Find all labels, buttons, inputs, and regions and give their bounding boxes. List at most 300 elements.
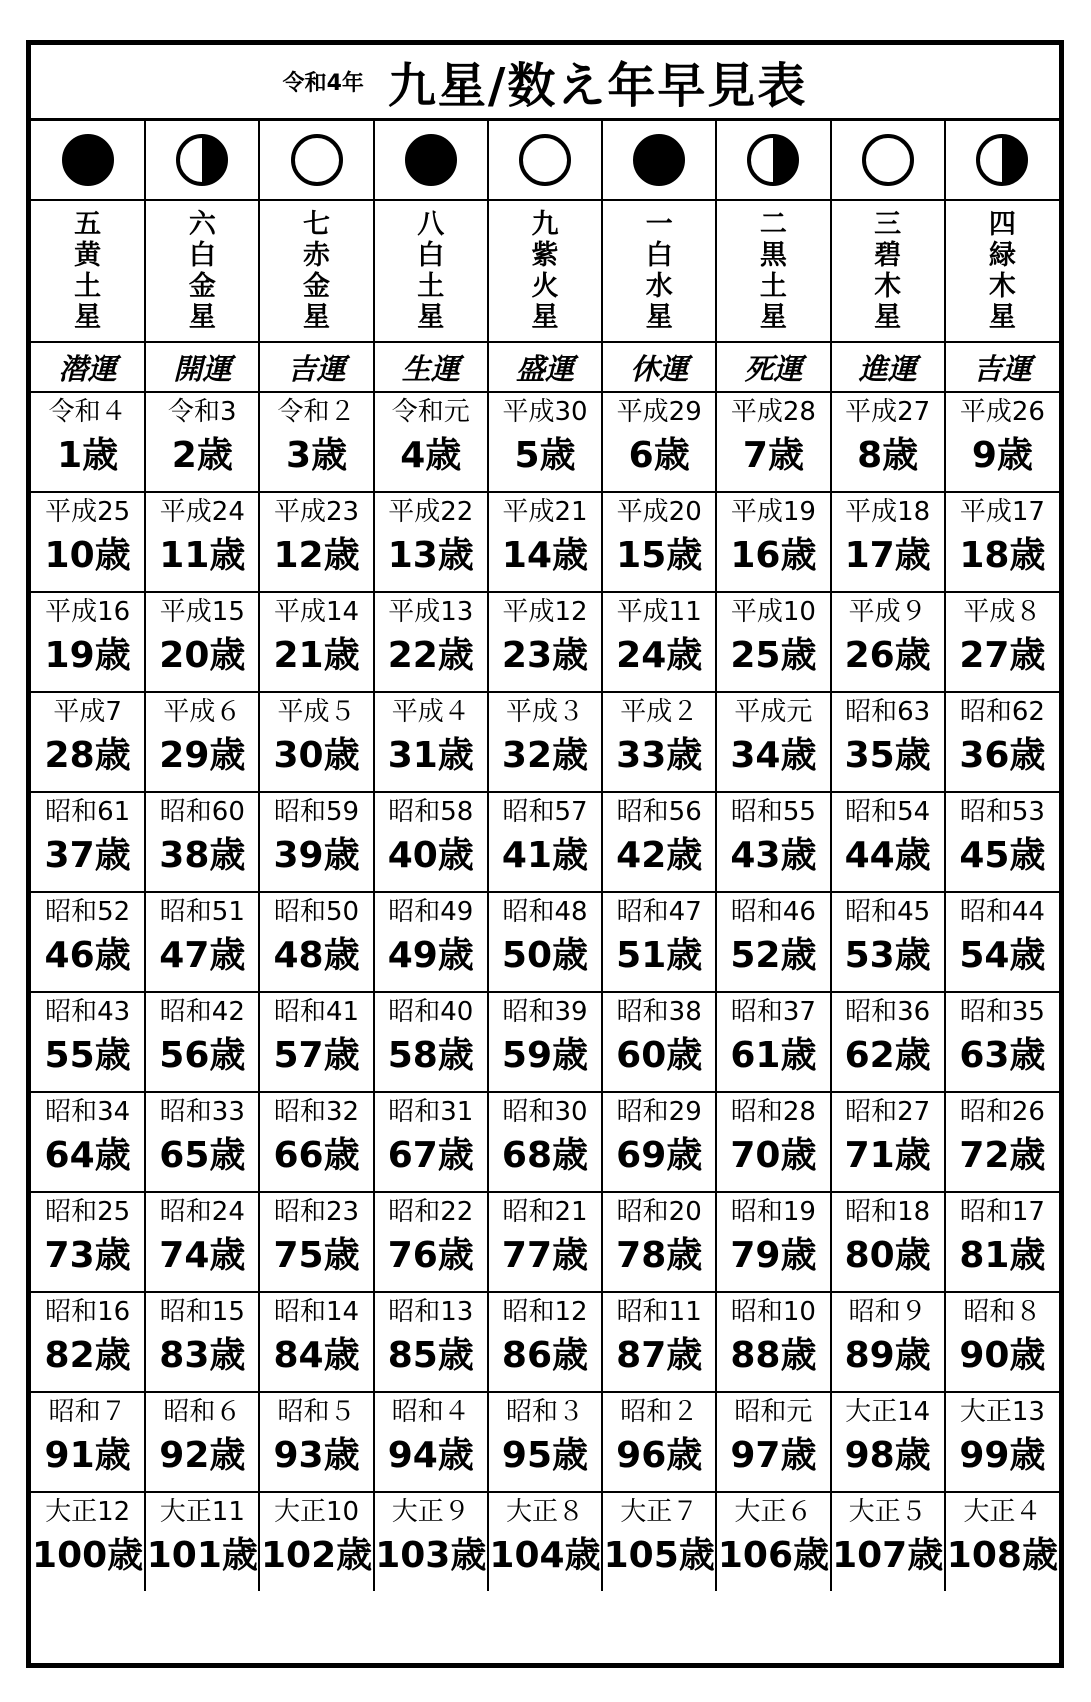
age-cell bbox=[488, 792, 602, 892]
era-year: 昭和43 bbox=[45, 997, 131, 1027]
era-year: 大正４ bbox=[963, 1497, 1042, 1527]
age-value: 105歳 bbox=[603, 1535, 715, 1576]
age-value: 87歳 bbox=[616, 1335, 703, 1376]
era-year: 昭和63 bbox=[845, 697, 931, 727]
era-year: 昭和６ bbox=[163, 1397, 242, 1427]
star-cell bbox=[716, 200, 830, 342]
age-cell bbox=[31, 1292, 145, 1392]
age-cell bbox=[374, 592, 488, 692]
age-value: 107歳 bbox=[832, 1535, 944, 1576]
era-year: 昭和21 bbox=[502, 1197, 588, 1227]
age-value: 22歳 bbox=[387, 635, 474, 676]
age-value: 79歳 bbox=[730, 1235, 817, 1276]
era-year: 平成13 bbox=[388, 597, 474, 627]
age-chart-sheet bbox=[26, 40, 1064, 1668]
era-year: 昭和24 bbox=[159, 1197, 245, 1227]
era-year: 昭和48 bbox=[502, 897, 588, 927]
age-cell bbox=[145, 692, 259, 792]
era-year: 昭和37 bbox=[730, 997, 816, 1027]
age-value: 98歳 bbox=[844, 1435, 931, 1476]
era-year: 昭和18 bbox=[845, 1197, 931, 1227]
age-cell bbox=[716, 392, 830, 492]
age-cell bbox=[716, 892, 830, 992]
age-value: 106歳 bbox=[717, 1535, 829, 1576]
age-value: 23歳 bbox=[501, 635, 589, 676]
age-value: 69歳 bbox=[616, 1135, 703, 1176]
age-value: 59歳 bbox=[501, 1035, 589, 1076]
age-value: 71歳 bbox=[844, 1135, 931, 1176]
table-row bbox=[31, 1492, 1059, 1591]
moon-cell bbox=[259, 121, 373, 200]
table-row bbox=[31, 1192, 1059, 1292]
age-cell bbox=[945, 592, 1059, 692]
era-year: 昭和40 bbox=[388, 997, 474, 1027]
era-year: 昭和50 bbox=[274, 897, 360, 927]
table-row bbox=[31, 392, 1059, 492]
age-cell bbox=[945, 992, 1059, 1092]
era-year: 平成12 bbox=[502, 597, 588, 627]
full-moon-icon bbox=[405, 134, 457, 186]
era-year: 平成19 bbox=[730, 497, 816, 527]
age-cell bbox=[831, 392, 945, 492]
era-year: 平成14 bbox=[274, 597, 360, 627]
age-cell bbox=[259, 492, 373, 592]
age-value: 91歳 bbox=[44, 1435, 131, 1476]
table-row bbox=[31, 1092, 1059, 1192]
age-value: 78歳 bbox=[616, 1235, 703, 1276]
age-cell bbox=[259, 1092, 373, 1192]
age-value: 44歳 bbox=[844, 835, 931, 876]
star-cell bbox=[831, 200, 945, 342]
era-year: 平成27 bbox=[845, 397, 931, 427]
age-cell bbox=[602, 592, 716, 692]
era-year: 昭和54 bbox=[845, 797, 931, 827]
fortune-cell: 進運 bbox=[831, 342, 945, 392]
age-cell bbox=[145, 1392, 259, 1492]
era-year: 昭和15 bbox=[159, 1297, 245, 1327]
era-year: 昭和36 bbox=[845, 997, 931, 1027]
star-name: 八白土星 bbox=[417, 209, 445, 333]
age-value: 72歳 bbox=[959, 1135, 1046, 1176]
era-year: 平成20 bbox=[616, 497, 702, 527]
age-cell bbox=[259, 1192, 373, 1292]
age-value: 100歳 bbox=[32, 1535, 144, 1576]
era-year: 昭和62 bbox=[959, 697, 1045, 727]
age-value: 83歳 bbox=[159, 1335, 246, 1376]
age-cell bbox=[831, 1092, 945, 1192]
age-cell bbox=[31, 592, 145, 692]
age-value: 56歳 bbox=[159, 1035, 246, 1076]
age-value: 74歳 bbox=[159, 1235, 246, 1276]
era-year: 平成22 bbox=[388, 497, 474, 527]
age-cell bbox=[831, 692, 945, 792]
age-value: 54歳 bbox=[959, 935, 1046, 976]
age-value: 103歳 bbox=[375, 1535, 487, 1576]
era-year: 昭和35 bbox=[959, 997, 1045, 1027]
half-moon-icon bbox=[747, 134, 799, 186]
age-value: 52歳 bbox=[730, 935, 817, 976]
age-value: 4歳 bbox=[400, 435, 462, 476]
age-value: 12歳 bbox=[273, 535, 360, 576]
age-value: 85歳 bbox=[387, 1335, 474, 1376]
era-year: 昭和11 bbox=[616, 1297, 702, 1327]
era-year: 昭和26 bbox=[959, 1097, 1045, 1127]
age-value: 75歳 bbox=[273, 1235, 360, 1276]
fortune-cell: 盛運 bbox=[488, 342, 602, 392]
fortune-cell: 死運 bbox=[716, 342, 830, 392]
age-cell bbox=[145, 1192, 259, 1292]
age-cell bbox=[602, 1092, 716, 1192]
age-value: 6歳 bbox=[628, 435, 690, 476]
age-value: 46歳 bbox=[44, 935, 131, 976]
age-value: 25歳 bbox=[730, 635, 817, 676]
age-value: 13歳 bbox=[387, 535, 474, 576]
age-cell bbox=[259, 392, 373, 492]
era-year: 昭和３ bbox=[505, 1397, 584, 1427]
age-cell bbox=[31, 692, 145, 792]
age-value: 67歳 bbox=[387, 1135, 474, 1176]
fortune-cell: 吉運 bbox=[945, 342, 1059, 392]
age-cell bbox=[259, 1292, 373, 1392]
age-value: 37歳 bbox=[44, 835, 131, 876]
age-cell bbox=[31, 992, 145, 1092]
chart-table bbox=[31, 121, 1059, 1591]
star-cell bbox=[31, 200, 145, 342]
age-cell bbox=[145, 392, 259, 492]
era-year: 昭和56 bbox=[616, 797, 702, 827]
era-year: 平成３ bbox=[505, 697, 584, 727]
table-row bbox=[31, 992, 1059, 1092]
age-value: 30歳 bbox=[273, 735, 360, 776]
era-year: 昭和45 bbox=[845, 897, 931, 927]
age-cell bbox=[374, 1292, 488, 1392]
age-value: 9歳 bbox=[971, 435, 1033, 476]
age-value: 81歳 bbox=[959, 1235, 1046, 1276]
age-value: 104歳 bbox=[489, 1535, 601, 1576]
era-year: 令和２ bbox=[277, 397, 356, 427]
age-value: 17歳 bbox=[844, 535, 931, 576]
age-cell bbox=[145, 892, 259, 992]
age-cell bbox=[145, 1492, 259, 1591]
era-year: 平成18 bbox=[845, 497, 931, 527]
era-year: 昭和55 bbox=[730, 797, 816, 827]
age-value: 97歳 bbox=[730, 1435, 817, 1476]
era-year: 大正６ bbox=[734, 1497, 813, 1527]
age-cell bbox=[945, 792, 1059, 892]
age-cell bbox=[945, 1392, 1059, 1492]
age-cell bbox=[145, 592, 259, 692]
age-value: 10歳 bbox=[44, 535, 131, 576]
age-cell bbox=[945, 1092, 1059, 1192]
era-year: 平成21 bbox=[502, 497, 588, 527]
age-cell bbox=[488, 692, 602, 792]
age-cell bbox=[831, 992, 945, 1092]
age-value: 89歳 bbox=[844, 1335, 931, 1376]
age-value: 5歳 bbox=[514, 435, 576, 476]
star-name: 七赤金星 bbox=[303, 209, 331, 333]
age-cell bbox=[945, 1192, 1059, 1292]
age-cell bbox=[31, 892, 145, 992]
era-year: 昭和13 bbox=[388, 1297, 474, 1327]
age-value: 50歳 bbox=[501, 935, 589, 976]
age-cell bbox=[31, 392, 145, 492]
age-value: 66歳 bbox=[273, 1135, 360, 1176]
era-year: 昭和38 bbox=[616, 997, 702, 1027]
age-cell bbox=[488, 992, 602, 1092]
age-value: 102歳 bbox=[260, 1535, 373, 1576]
age-cell bbox=[259, 792, 373, 892]
moon-cell bbox=[716, 121, 830, 200]
full-moon-icon bbox=[62, 134, 114, 186]
age-value: 53歳 bbox=[844, 935, 931, 976]
star-cell bbox=[374, 200, 488, 342]
age-cell bbox=[602, 992, 716, 1092]
age-cell bbox=[259, 1392, 373, 1492]
star-name: 四緑木星 bbox=[988, 209, 1016, 333]
age-cell bbox=[716, 792, 830, 892]
age-cell bbox=[716, 592, 830, 692]
age-value: 62歳 bbox=[844, 1035, 931, 1076]
age-value: 60歳 bbox=[616, 1035, 703, 1076]
age-value: 47歳 bbox=[159, 935, 246, 976]
era-year: 平成26 bbox=[959, 397, 1045, 427]
era-year: 昭和42 bbox=[159, 997, 245, 1027]
age-value: 64歳 bbox=[44, 1135, 131, 1176]
age-cell bbox=[374, 992, 488, 1092]
age-cell bbox=[488, 1392, 602, 1492]
age-cell bbox=[374, 892, 488, 992]
age-value: 101歳 bbox=[146, 1535, 258, 1576]
era-year: 昭和34 bbox=[45, 1097, 131, 1127]
era-year: 昭和51 bbox=[159, 897, 245, 927]
era-year: 平成29 bbox=[616, 397, 702, 427]
age-value: 108歳 bbox=[946, 1535, 1058, 1576]
table-row bbox=[31, 1292, 1059, 1392]
age-cell bbox=[31, 1392, 145, 1492]
era-year: 昭和19 bbox=[730, 1197, 816, 1227]
fortune-row bbox=[31, 342, 1059, 392]
star-name: 六白金星 bbox=[188, 209, 216, 333]
age-cell bbox=[259, 592, 373, 692]
empty-circle-icon bbox=[862, 134, 914, 186]
age-value: 14歳 bbox=[501, 535, 589, 576]
age-value: 96歳 bbox=[616, 1435, 703, 1476]
age-cell bbox=[145, 992, 259, 1092]
age-cell bbox=[716, 1192, 830, 1292]
age-cell bbox=[716, 692, 830, 792]
era-year: 昭和７ bbox=[48, 1397, 127, 1427]
age-value: 90歳 bbox=[959, 1335, 1046, 1376]
era-year: 昭和20 bbox=[616, 1197, 702, 1227]
age-value: 92歳 bbox=[159, 1435, 246, 1476]
era-year: 昭和33 bbox=[159, 1097, 245, 1127]
age-cell bbox=[716, 492, 830, 592]
age-cell bbox=[831, 1292, 945, 1392]
era-year: 昭和８ bbox=[963, 1297, 1042, 1327]
era-year: 昭和46 bbox=[730, 897, 816, 927]
era-year: 昭和60 bbox=[159, 797, 245, 827]
table-row bbox=[31, 1392, 1059, 1492]
age-cell bbox=[602, 1392, 716, 1492]
age-cell bbox=[831, 792, 945, 892]
age-value: 26歳 bbox=[844, 635, 931, 676]
era-year: 令和元 bbox=[391, 397, 470, 427]
era-year: 昭和52 bbox=[45, 897, 131, 927]
fortune-cell: 開運 bbox=[145, 342, 259, 392]
age-cell bbox=[945, 692, 1059, 792]
age-cell bbox=[831, 492, 945, 592]
age-cell bbox=[831, 1392, 945, 1492]
age-value: 28歳 bbox=[44, 735, 131, 776]
age-value: 93歳 bbox=[273, 1435, 360, 1476]
era-year: 大正13 bbox=[959, 1397, 1045, 1427]
age-value: 70歳 bbox=[730, 1135, 817, 1176]
age-value: 73歳 bbox=[44, 1235, 131, 1276]
era-year: 昭和４ bbox=[391, 1397, 470, 1427]
age-value: 32歳 bbox=[501, 735, 589, 776]
era-year: 平成16 bbox=[45, 597, 131, 627]
age-cell bbox=[716, 992, 830, 1092]
era-year: 平成7 bbox=[53, 697, 122, 727]
era-year: 大正９ bbox=[391, 1497, 470, 1527]
age-cell bbox=[602, 1292, 716, 1392]
age-value: 7歳 bbox=[742, 435, 804, 476]
era-year: 昭和29 bbox=[616, 1097, 702, 1127]
era-year: 昭和41 bbox=[274, 997, 360, 1027]
age-cell bbox=[716, 1492, 830, 1591]
era-year: 平成４ bbox=[391, 697, 470, 727]
half-moon-icon bbox=[976, 134, 1028, 186]
era-year: 昭和47 bbox=[616, 897, 702, 927]
star-name: 一白水星 bbox=[645, 209, 673, 333]
age-cell bbox=[716, 1392, 830, 1492]
half-moon-icon bbox=[176, 134, 228, 186]
era-year: 平成６ bbox=[163, 697, 242, 727]
era-year: 平成11 bbox=[616, 597, 702, 627]
age-cell bbox=[259, 892, 373, 992]
age-cell bbox=[145, 1092, 259, 1192]
age-value: 38歳 bbox=[159, 835, 246, 876]
star-name: 九紫火星 bbox=[531, 209, 559, 333]
era-year: 昭和２ bbox=[620, 1397, 699, 1427]
era-year: 平成５ bbox=[277, 697, 356, 727]
era-year: 昭和12 bbox=[502, 1297, 588, 1327]
fortune-cell: 休運 bbox=[602, 342, 716, 392]
age-cell bbox=[488, 1292, 602, 1392]
age-cell bbox=[374, 1492, 488, 1591]
star-cell bbox=[259, 200, 373, 342]
age-cell bbox=[602, 692, 716, 792]
age-value: 61歳 bbox=[730, 1035, 817, 1076]
age-cell bbox=[31, 1192, 145, 1292]
era-year: 昭和30 bbox=[502, 1097, 588, 1127]
era-year: 大正８ bbox=[505, 1497, 584, 1527]
star-cell bbox=[602, 200, 716, 342]
era-year: 平成17 bbox=[959, 497, 1045, 527]
era-year: 昭和58 bbox=[388, 797, 474, 827]
age-value: 94歳 bbox=[387, 1435, 474, 1476]
moon-cell bbox=[945, 121, 1059, 200]
era-year: 大正10 bbox=[274, 1497, 360, 1527]
full-moon-icon bbox=[633, 134, 685, 186]
age-cell bbox=[831, 592, 945, 692]
age-value: 35歳 bbox=[844, 735, 931, 776]
year-label: 令和4年 bbox=[282, 71, 364, 96]
age-value: 40歳 bbox=[387, 835, 474, 876]
era-year: 令和3 bbox=[168, 397, 237, 427]
era-year: 昭和61 bbox=[45, 797, 131, 827]
age-cell bbox=[602, 792, 716, 892]
age-value: 51歳 bbox=[616, 935, 703, 976]
era-year: 昭和39 bbox=[502, 997, 588, 1027]
era-year: 大正14 bbox=[845, 1397, 931, 1427]
era-year: 昭和27 bbox=[845, 1097, 931, 1127]
age-value: 55歳 bbox=[44, 1035, 131, 1076]
age-cell bbox=[374, 1392, 488, 1492]
era-year: 昭和22 bbox=[388, 1197, 474, 1227]
age-cell bbox=[716, 1092, 830, 1192]
era-year: 大正７ bbox=[620, 1497, 699, 1527]
era-year: 平成10 bbox=[730, 597, 816, 627]
era-year: 昭和５ bbox=[277, 1397, 356, 1427]
star-cell bbox=[488, 200, 602, 342]
age-cell bbox=[831, 1192, 945, 1292]
age-value: 41歳 bbox=[501, 835, 589, 876]
age-value: 8歳 bbox=[857, 435, 919, 476]
era-year: 昭和49 bbox=[388, 897, 474, 927]
moon-cell bbox=[602, 121, 716, 200]
age-cell bbox=[602, 892, 716, 992]
age-cell bbox=[374, 492, 488, 592]
age-cell bbox=[945, 392, 1059, 492]
star-row bbox=[31, 200, 1059, 342]
age-value: 77歳 bbox=[501, 1235, 589, 1276]
age-value: 33歳 bbox=[616, 735, 703, 776]
age-value: 31歳 bbox=[387, 735, 474, 776]
era-year: 昭和44 bbox=[959, 897, 1045, 927]
era-year: 平成30 bbox=[502, 397, 588, 427]
age-value: 86歳 bbox=[501, 1335, 589, 1376]
age-value: 43歳 bbox=[730, 835, 817, 876]
era-year: 平成28 bbox=[730, 397, 816, 427]
age-value: 49歳 bbox=[387, 935, 474, 976]
era-year: 昭和23 bbox=[274, 1197, 360, 1227]
era-year: 昭和16 bbox=[45, 1297, 131, 1327]
fortune-cell: 潜運 bbox=[31, 342, 145, 392]
age-value: 48歳 bbox=[273, 935, 360, 976]
era-year: 平成８ bbox=[963, 597, 1042, 627]
star-cell bbox=[145, 200, 259, 342]
age-cell bbox=[945, 1492, 1059, 1591]
table-row bbox=[31, 892, 1059, 992]
age-value: 80歳 bbox=[844, 1235, 931, 1276]
age-value: 15歳 bbox=[616, 535, 703, 576]
age-value: 58歳 bbox=[387, 1035, 474, 1076]
age-cell bbox=[145, 492, 259, 592]
era-year: 昭和28 bbox=[730, 1097, 816, 1127]
age-value: 16歳 bbox=[730, 535, 817, 576]
age-cell bbox=[488, 1092, 602, 1192]
age-value: 65歳 bbox=[159, 1135, 246, 1176]
age-cell bbox=[831, 1492, 945, 1591]
table-row bbox=[31, 492, 1059, 592]
age-value: 82歳 bbox=[44, 1335, 131, 1376]
era-year: 大正５ bbox=[848, 1497, 927, 1527]
era-year: 平成25 bbox=[45, 497, 131, 527]
age-value: 34歳 bbox=[730, 735, 817, 776]
era-year: 昭和32 bbox=[274, 1097, 360, 1127]
age-cell bbox=[374, 392, 488, 492]
